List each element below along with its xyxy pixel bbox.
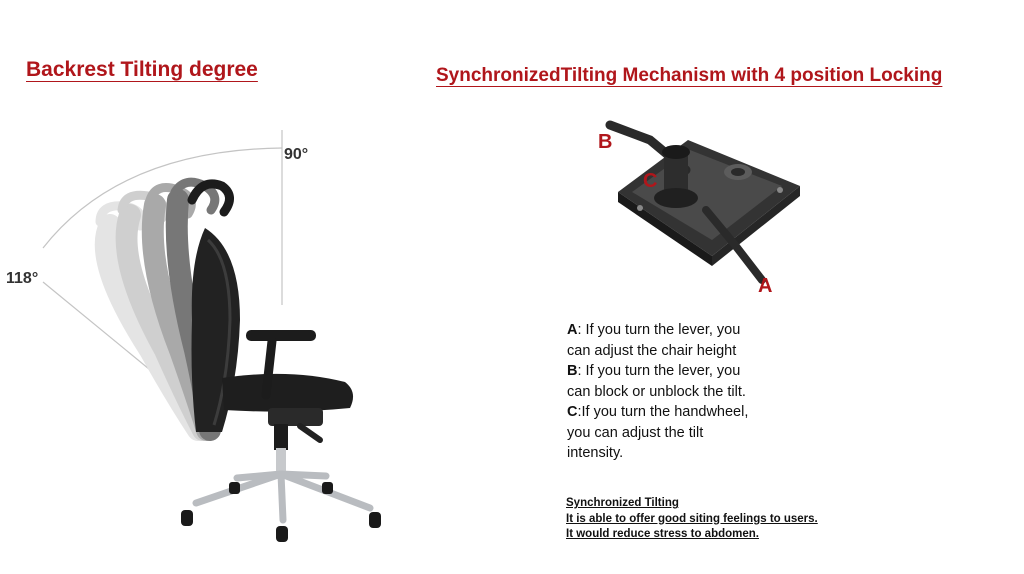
- desc-a-key: A: [567, 322, 578, 338]
- sync-line1: It is able to offer good siting feelings to users.: [566, 512, 818, 525]
- desc-b-text1: : If you turn the lever, you: [577, 363, 741, 379]
- part-label-a: A: [758, 275, 773, 297]
- desc-c-key: C: [567, 404, 578, 420]
- desc-a-text1: : If you turn the lever, you: [577, 322, 741, 338]
- part-label-b: B: [598, 131, 613, 153]
- reclined-angle-label: 118°: [6, 270, 39, 287]
- desc-a-line2: can adjust the chair height: [567, 342, 737, 359]
- desc-c-line2: you can adjust the tilt: [567, 424, 704, 441]
- backrest-heading: Backrest Tilting degree: [26, 58, 258, 81]
- part-descriptions: [567, 320, 827, 464]
- sync-line2: It would reduce stress to abdomen.: [566, 528, 759, 540]
- sync-title: Synchronized Tilting: [566, 497, 679, 509]
- sync-tilting-note: [566, 496, 818, 543]
- desc-c-line1: [567, 402, 827, 423]
- desc-b-line1: [567, 361, 827, 382]
- desc-c-line3: intensity.: [567, 445, 624, 461]
- desc-b-key: B: [567, 363, 578, 379]
- mechanism-heading: SynchronizedTilting Mechanism with 4 position Locking: [436, 65, 943, 86]
- desc-b-line2: can block or unblock the tilt.: [567, 383, 746, 400]
- main-chair: [181, 184, 381, 542]
- part-label-c: C: [643, 170, 658, 192]
- desc-a-line1: [567, 320, 827, 341]
- desc-c-text1: :If you turn the handwheel,: [577, 404, 749, 420]
- tilt-mechanism-illustration: [610, 125, 800, 280]
- upright-angle-label: 90°: [284, 146, 309, 163]
